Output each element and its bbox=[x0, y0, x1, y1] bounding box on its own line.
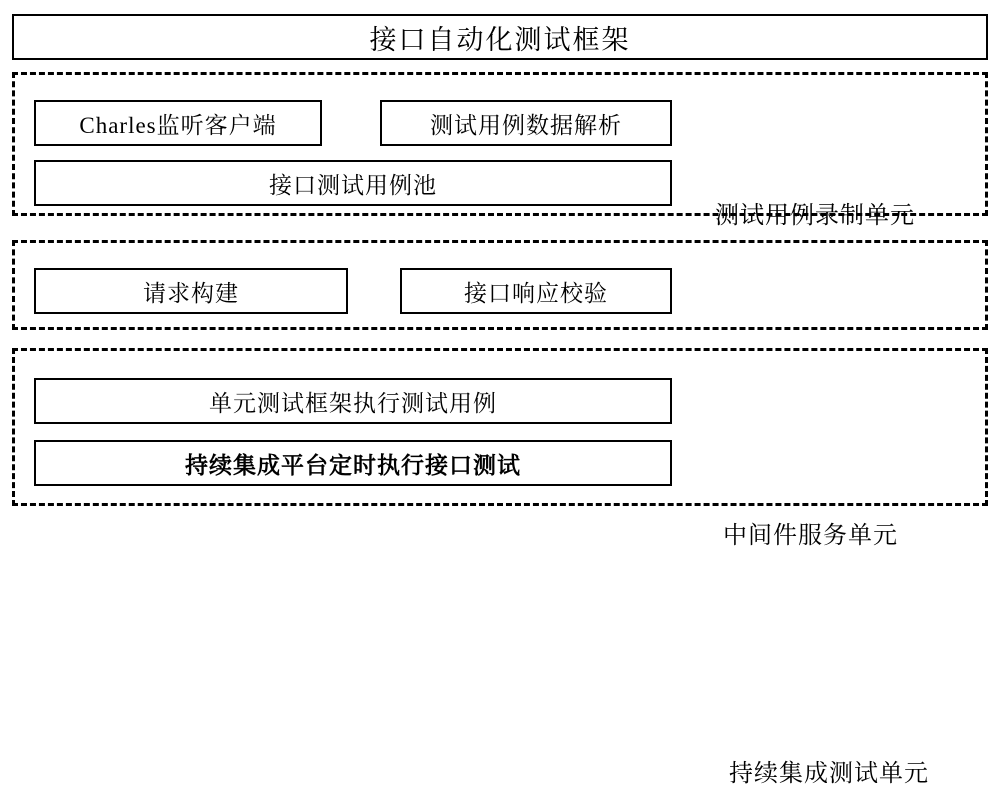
node-testcase-data-parsing: 测试用例数据解析 bbox=[380, 100, 672, 146]
node-unittest-framework-execution: 单元测试框架执行测试用例 bbox=[34, 378, 672, 424]
diagram-title: 接口自动化测试框架 bbox=[12, 14, 988, 60]
node-charles-listener: Charles监听客户端 bbox=[34, 100, 322, 146]
node-request-construction: 请求构建 bbox=[34, 268, 348, 314]
unit-label-ci: 持续集成测试单元 bbox=[729, 761, 929, 787]
unit-label-middleware: 中间件服务单元 bbox=[723, 523, 898, 549]
node-ci-platform-scheduled-testing: 持续集成平台定时执行接口测试 bbox=[34, 440, 672, 486]
node-response-verification: 接口响应校验 bbox=[400, 268, 672, 314]
node-interface-testcase-pool: 接口测试用例池 bbox=[34, 160, 672, 206]
unit-label-recording: 测试用例录制单元 bbox=[715, 203, 915, 229]
